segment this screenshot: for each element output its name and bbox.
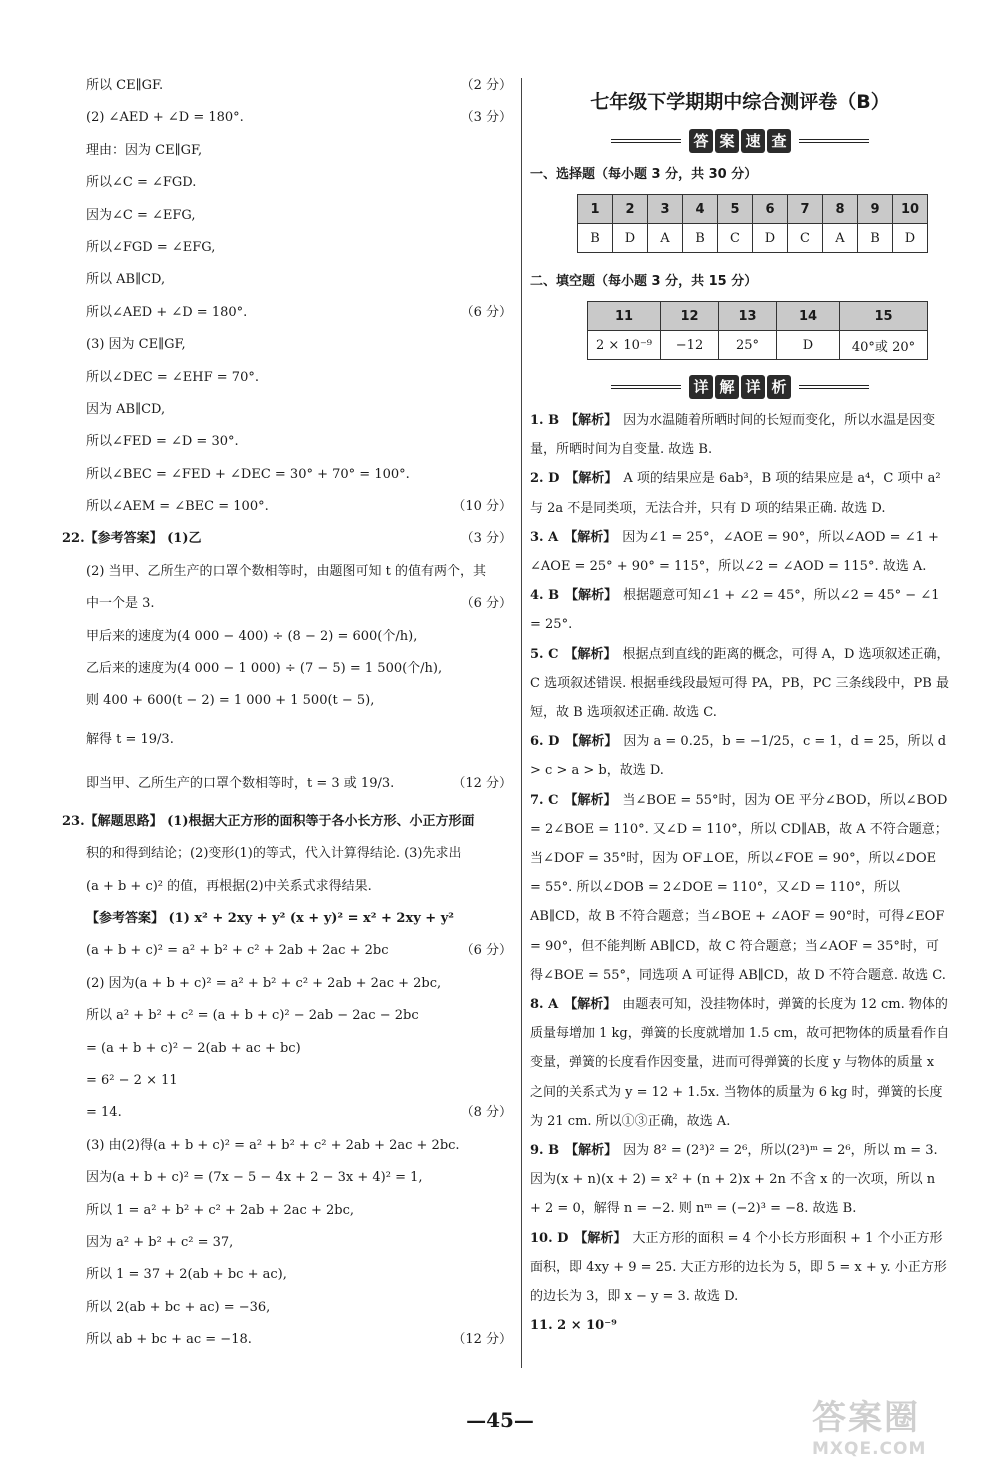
solution-line [62, 297, 514, 329]
solution-text: = (a + b + c)² − 2(ab + ac + bc) [86, 1040, 301, 1056]
solution-line [62, 102, 514, 134]
column-divider [521, 78, 522, 1368]
score-mark: （2 分） [460, 78, 512, 93]
question-number-cell: 2 [613, 195, 648, 224]
score-mark: （3 分） [460, 110, 512, 126]
explanation-text: 因为 a = 0.25，b = −1/25，c = 1，d = 25，所以 d > c > a > b，故选 D. [530, 734, 947, 779]
answer-cell: B [578, 224, 613, 253]
banner-char: 查 [767, 129, 791, 153]
solution-text: (2) 因为(a + b + c)² = a² + b² + c² + 2ab + 2ac + 2bc, [86, 975, 442, 991]
left-column [62, 70, 514, 1356]
analysis-tag: 【解析】 [565, 413, 618, 428]
solution-text: (3) 由(2)得(a + b + c)² = a² + b² + c² + 2ab + 2ac + 2bc. [86, 1137, 460, 1153]
solution-text: 因为(a + b + c)² = (7x − 5 − 4x + 2 − 3x + 4)² = 1, [86, 1170, 423, 1186]
banner-char: 详 [741, 375, 765, 399]
solution-line [62, 968, 514, 1000]
explanation-item [530, 464, 950, 522]
solution-line [62, 426, 514, 458]
solution-text: 【参考答案】 (1) x² + 2xy + y² (x + y)² = x² + 2xy + y² [86, 910, 454, 926]
explanation-text: 当∠BOE = 55°时，因为 OE 平分∠BOD，所以∠BOD = 2∠BOE = 110°. 又∠D = 110°，所以 CD∥AB，故 A 不符合题意；当∠DOF = 35°时，因为 OF⊥OE，所以∠FOE = 90°，所以∠DOE = 55°. 所以∠DOB = 2∠DOE = 110°，又∠D = 110°，所以 AB∥CD，故 B 不符合题意；当∠BOE + ∠AOF = 90°时，可得∠EOF = 90°，但不能判断 AB∥CD，故 C 符合题意；当∠AOF = 35°时，可得∠BOE = 55°，同选项 A 可证得 AB∥CD，故 D 不符合题意. 故选 C. [530, 792, 948, 983]
solution-text: 23.【解题思路】 (1)根据大正方形的面积等于各小长方形、小正方形面 [62, 813, 475, 829]
answer-cell: −12 [661, 331, 719, 360]
solution-line [62, 70, 514, 102]
solution-line [62, 621, 514, 653]
quick-answers-banner [530, 122, 950, 160]
explanation-text: 因为 8² = (2³)² = 2⁶，所以(2³)ᵐ = 2⁶，所以 m = 3. 因为(x + n)(x + 2) = x² + (n + 2)x + 2n 不含 x 的一次项，所以 n + 2 = 0，解得 n = −2. 则 nᵐ = (−2)³ = −8. 故选 B. [530, 1143, 938, 1217]
analysis-tag: 【解析】 [564, 792, 617, 808]
score-mark: （8 分） [460, 1105, 512, 1121]
solution-line [62, 362, 514, 394]
solution-text: 理由：因为 CE∥GF, [86, 142, 203, 158]
solution-text: 所以 CE∥GF. [86, 78, 164, 93]
question-number-cell: 6 [753, 195, 788, 224]
answer-cell: D [753, 224, 788, 253]
solution-text: 所以 2(ab + bc + ac) = −36, [86, 1299, 271, 1315]
solution-line [62, 1033, 514, 1065]
solution-line [62, 1324, 514, 1356]
explanation-number: 3. A [530, 529, 559, 545]
answer-cell: A [648, 224, 683, 253]
question-number-cell: 11 [588, 302, 661, 331]
banner-char: 析 [767, 375, 791, 399]
explanation-number: 1. B [530, 413, 560, 428]
solution-text: 所以∠FED = ∠D = 30°. [86, 434, 239, 450]
banner-char: 案 [715, 129, 739, 153]
solution-text: 所以∠BEC = ∠FED + ∠DEC = 30° + 70° = 100°. [86, 466, 410, 482]
solution-text: 所以∠DEC = ∠EHF = 70°. [86, 369, 259, 385]
fill-answer-table [587, 301, 928, 360]
solution-line [62, 459, 514, 491]
solution-text: 中一个是 3. [86, 596, 155, 612]
solution-line [62, 523, 514, 555]
solution-text: 则 400 + 600(t − 2) = 1 000 + 1 500(t − 5), [86, 693, 375, 709]
solution-line [62, 167, 514, 199]
solution-line [62, 685, 514, 717]
score-mark: （6 分） [460, 596, 512, 612]
answer-cell: A [823, 224, 858, 253]
explanation-item [530, 727, 950, 785]
analysis-tag: 【解析】 [565, 1143, 618, 1159]
score-mark: （6 分） [460, 943, 512, 959]
watermark-text: 答案圈 [812, 1398, 920, 1438]
explanation-number: 11. 2 × 10⁻⁹ [530, 1318, 617, 1334]
explanation-item [530, 990, 950, 1136]
analysis-tag: 【解析】 [564, 646, 617, 662]
solution-text: (2) ∠AED + ∠D = 180°. [86, 110, 244, 126]
solution-line [62, 1292, 514, 1324]
right-column [530, 70, 950, 1341]
explanation-number: 9. B [530, 1143, 560, 1159]
solution-text: 解得 t = 19/3. [86, 731, 174, 747]
solution-line [62, 1259, 514, 1291]
solution-text: (a + b + c)² 的值，再根据(2)中关系式求得结果. [86, 878, 372, 894]
question-number-cell: 10 [893, 195, 928, 224]
explanation-item [530, 1311, 950, 1340]
solution-text: 因为∠C = ∠EFG, [86, 207, 196, 223]
banner-rule-right [799, 139, 869, 143]
question-number-cell: 15 [840, 302, 928, 331]
banner-char: 详 [689, 375, 713, 399]
answer-cell: D [777, 331, 840, 360]
section-choice-heading: 一、选择题（每小题 3 分，共 30 分） [530, 167, 758, 182]
explanation-number: 2. D [530, 471, 560, 487]
banner-rule-left [611, 385, 681, 389]
solution-line [62, 588, 514, 620]
explanation-number: 7. C [530, 792, 559, 808]
solution-text: (2) 当甲、乙所生产的口罩个数相等时，由题图可知 t 的值有两个，其 [86, 563, 487, 579]
solution-text: (3) 因为 CE∥GF, [86, 337, 186, 353]
question-number-cell: 1 [578, 195, 613, 224]
solution-text: 所以 ab + bc + ac = −18. [86, 1332, 252, 1348]
solution-text: 所以∠FGD = ∠EFG, [86, 239, 216, 255]
banner-char: 解 [715, 375, 739, 399]
solution-line [62, 491, 514, 523]
analysis-tag: 【解析】 [565, 471, 618, 487]
explanation-text: 由题表可知，没挂物体时，弹簧的长度为 12 cm. 物体的质量每增加 1 kg，弹簧的长度就增加 1.5 cm，故可把物体的质量看作自变量，弹簧的长度看作因变量，进而可得弹簧的长度 y 与物体的质量 x 之间的关系式为 y = 12 + 1.5x. 当物体的质量为 6 kg 时，弹簧的长度为 21 cm. 所以①③正确，故选 A. [530, 997, 950, 1129]
solution-line [62, 838, 514, 870]
solution-line [62, 135, 514, 167]
solution-text: 所以∠AEM = ∠BEC = 100°. [86, 499, 269, 515]
question-number-cell: 7 [788, 195, 823, 224]
answer-cell: C [788, 224, 823, 253]
solution-text: = 14. [86, 1105, 122, 1121]
solution-text: 所以 AB∥CD, [86, 272, 166, 288]
solution-line [62, 1097, 514, 1129]
solution-line [62, 1195, 514, 1227]
solution-text: 所以 1 = a² + b² + c² + 2ab + 2ac + 2bc, [86, 1202, 354, 1218]
solution-text: 所以∠C = ∠FGD. [86, 175, 197, 191]
explanation-list [530, 406, 950, 1341]
explanation-number: 10. D [530, 1230, 569, 1246]
question-number-cell: 8 [823, 195, 858, 224]
page-number: —45— [466, 1408, 534, 1432]
explanation-number: 5. C [530, 646, 559, 662]
detailed-analysis-banner [530, 368, 950, 406]
explanation-number: 8. A [530, 997, 559, 1013]
solution-text: 因为 a² + b² + c² = 37, [86, 1234, 234, 1250]
answer-cell: B [858, 224, 893, 253]
solution-line [62, 871, 514, 903]
explanation-item [530, 406, 950, 464]
exam-title: 七年级下学期期中综合测评卷（B） [590, 91, 890, 113]
question-number-cell: 5 [718, 195, 753, 224]
score-mark: （12 分） [452, 775, 512, 791]
watermark-logo [812, 1390, 982, 1460]
explanation-item [530, 1224, 950, 1312]
score-mark: （6 分） [460, 304, 512, 320]
solution-line [62, 329, 514, 361]
analysis-tag: 【解析】 [564, 529, 617, 545]
solution-text: 积的和得到结论；(2)变形(1)的等式，代入计算得结论. (3)先求出 [86, 846, 462, 862]
watermark-url: MXQE.COM [812, 1439, 927, 1459]
solution-line [62, 762, 514, 806]
explanation-item [530, 581, 950, 639]
solution-line [62, 264, 514, 296]
solution-text: 所以 a² + b² + c² = (a + b + c)² − 2ab − 2ac − 2bc [86, 1008, 419, 1024]
explanation-item [530, 786, 950, 990]
explanation-text: 因为∠1 = 25°，∠AOE = 90°，所以∠AOD = ∠1 + ∠AOE = 25° + 90° = 115°，所以∠2 = ∠AOD = 115°. 故选 A. [530, 529, 939, 575]
solution-text: 乙后来的速度为(4 000 − 1 000) ÷ (7 − 5) = 1 500(个/h), [86, 661, 443, 677]
solution-line [62, 903, 514, 935]
explanation-item [530, 523, 950, 581]
solution-line [62, 653, 514, 685]
answer-cell: 40°或 20° [840, 331, 928, 360]
solution-line [62, 1065, 514, 1097]
question-number-cell: 4 [683, 195, 718, 224]
solution-line [62, 1000, 514, 1032]
solution-text: 22.【参考答案】 (1)乙 [62, 531, 202, 547]
choice-answer-table [577, 194, 928, 253]
solution-line [62, 394, 514, 426]
explanation-text: A 项的结果应是 6ab³，B 项的结果应是 a⁴，C 项中 a² 与 2a 不是同类项，无法合并，只有 D 项的结果正确. 故选 D. [530, 471, 941, 516]
explanation-item [530, 640, 950, 728]
banner-rule-left [611, 139, 681, 143]
explanation-number: 4. B [530, 588, 560, 604]
explanation-item [530, 1136, 950, 1224]
solution-line [62, 718, 514, 762]
score-mark: （12 分） [452, 1332, 512, 1348]
question-number-cell: 14 [777, 302, 840, 331]
solution-text: 甲后来的速度为(4 000 − 400) ÷ (8 − 2) = 600(个/h), [86, 628, 418, 644]
analysis-tag: 【解析】 [574, 1230, 627, 1246]
solution-line [62, 935, 514, 967]
solution-line [62, 232, 514, 264]
explanation-text: 大正方形的面积 = 4 个小长方形面积 + 1 个小正方形面积，即 4xy + 9 = 25. 大正方形的边长为 5，即 5 = x + y. 小正方形的边长为 3，即 x − y = 3. 故选 D. [530, 1230, 947, 1305]
score-mark: （3 分） [460, 531, 512, 547]
analysis-tag: 【解析】 [565, 588, 618, 604]
answer-cell: D [893, 224, 928, 253]
analysis-tag: 【解析】 [564, 997, 617, 1013]
solution-text: 即当甲、乙所生产的口罩个数相等时，t = 3 或 19/3. [86, 775, 395, 791]
question-number-cell: 3 [648, 195, 683, 224]
explanation-number: 6. D [530, 734, 560, 750]
answer-cell: C [718, 224, 753, 253]
question-number-cell: 9 [858, 195, 893, 224]
answer-cell: 25° [719, 331, 777, 360]
solution-text: 所以 1 = 37 + 2(ab + bc + ac), [86, 1267, 287, 1283]
explanation-text: 因为水温随着所晒时间的长短而变化，所以水温是因变量，所晒时间为自变量. 故选 B. [530, 413, 936, 458]
answer-cell: B [683, 224, 718, 253]
solution-text: 所以∠AED + ∠D = 180°. [86, 304, 248, 320]
solution-line [62, 1130, 514, 1162]
banner-rule-right [799, 385, 869, 389]
answer-cell: 2 × 10⁻⁹ [588, 331, 661, 360]
solution-line [62, 1227, 514, 1259]
score-mark: （10 分） [452, 499, 512, 515]
solution-text: 因为 AB∥CD, [86, 401, 166, 417]
solution-line [62, 806, 514, 838]
explanation-text: 根据题意可知∠1 + ∠2 = 45°，所以∠2 = 45° − ∠1 = 25°. [530, 588, 940, 633]
solution-text: = 6² − 2 × 11 [86, 1072, 178, 1088]
question-number-cell: 13 [719, 302, 777, 331]
solution-text: (a + b + c)² = a² + b² + c² + 2ab + 2ac + 2bc [86, 943, 389, 959]
solution-line [62, 200, 514, 232]
explanation-text: 根据点到直线的距离的概念，可得 A，D 选项叙述正确，C 选项叙述错误. 根据垂线段最短可得 PA，PB，PC 三条线段中，PB 最短，故 B 选项叙述正确. 故选 C. [530, 646, 950, 721]
solution-line [62, 1162, 514, 1194]
banner-char: 速 [741, 129, 765, 153]
answer-cell: D [613, 224, 648, 253]
question-number-cell: 12 [661, 302, 719, 331]
banner-char: 答 [689, 129, 713, 153]
solution-line [62, 556, 514, 588]
analysis-tag: 【解析】 [565, 734, 618, 750]
section-fill-heading: 二、填空题（每小题 3 分，共 15 分） [530, 274, 758, 289]
